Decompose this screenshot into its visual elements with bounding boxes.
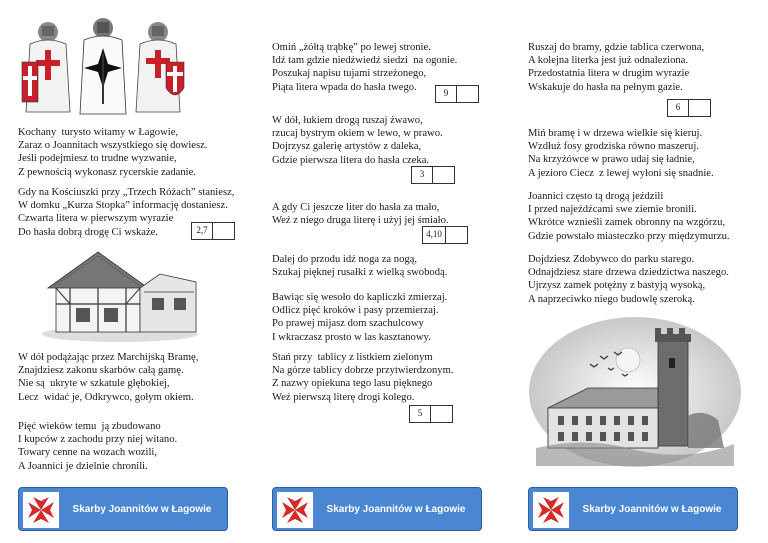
column-1 xyxy=(0,0,256,543)
banner-title: Skarby Joannitów w Łagowie xyxy=(582,504,722,515)
box-number: 2,7 xyxy=(192,223,213,239)
maltese-cross-icon xyxy=(533,492,569,528)
stanza-welcome: Kochany turysto witamy w Łagowie, Zaraz o Joannitach wszystkiego się dowiesz. Jeśli podejmiesz to trudne wyzwanie, Z pewnością wykonasz rycerskie zadanie. xyxy=(18,127,208,178)
title-banner xyxy=(528,487,738,531)
banner-title: Skarby Joannitów w Łagowie xyxy=(326,504,466,515)
answer-box[interactable] xyxy=(191,222,235,240)
maltese-cross-icon xyxy=(23,492,59,528)
banner-title: Skarby Joannitów w Łagowie xyxy=(72,504,212,515)
box-number: 5 xyxy=(410,406,431,422)
timber-house-illustration xyxy=(40,248,200,344)
stanza-rusalka: Dalej do przodu idź noga za nogą, Szukaj pięknej rusałki z wielką swobodą. xyxy=(272,254,448,279)
answer-box[interactable] xyxy=(435,85,479,103)
title-banner xyxy=(272,487,482,531)
stanza-joannici: Joannici często tą drogą jeździli I przed najeźdźcami swe ziemie bronili. Wkrótce wznieśli zamek obronny na wzgórzu, Gdzie powstało miasteczko przy międzymurzu. xyxy=(528,191,730,242)
knights-illustration xyxy=(18,14,188,122)
title-banner xyxy=(18,487,228,531)
box-number: 3 xyxy=(412,167,433,183)
stanza-marchijska-brama: W dół podążając przez Marchijską Bramę, Znajdziesz zakonu skarbów całą gamę. Nie są ukryte w szkatule głębokiej, Lecz widać je, Odkrywco, gołym okiem. xyxy=(18,352,199,403)
box-number: 9 xyxy=(436,86,457,102)
castle-illustration xyxy=(528,316,742,468)
box-number: 4,10 xyxy=(423,227,446,243)
stanza-listek-zielony: Stań przy tablicy z listkiem zielonym Na górze tablicy dobrze przytwierdzonym. Z nazwy opiekuna tego lasu pięknego Weź pierwszą literę drogi kolego. xyxy=(272,352,454,403)
stanza-zolta-trabka: Omiń „żółtą trąbkę” po lewej stronie. Idź tam gdzie niedźwiedź siedzi na ogonie. Poszukaj napisu tujami strzeżonego, Piąta litera wpada do hasła twego. xyxy=(272,42,458,93)
answer-box[interactable] xyxy=(422,226,468,244)
stanza-galeria: W dół, łukiem drogą ruszaj żwawo, rzucaj bystrym okiem w lewo, w prawo. Dojrzysz galerię artystów z daleka, Gdzie pierwsza litera do hasła czeka. xyxy=(272,115,443,166)
stanza-fosa: Miń bramę i w drzewa wielkie się kieruj. Wzdłuż fosy grodziska równo maszeruj. Na krzyżówce w prawo udaj się ładnie, A jezioro Ciecz z lewej wyłoni się snadnie. xyxy=(528,128,714,179)
answer-box[interactable] xyxy=(667,99,711,117)
stanza-piec-wiekow: Pięć wieków temu ją zbudowano I kupców z zachodu przy niej witano. Towary cenne na wozach wozili, A Joannici je dzielnie chronili. xyxy=(18,421,178,472)
maltese-cross-icon xyxy=(277,492,313,528)
stanza-druga-litera: A gdy Ci jeszcze liter do hasła za mało, Weź z niego druga literę i użyj jej śmiało. xyxy=(272,202,449,227)
column-2 xyxy=(256,0,512,543)
stanza-trzech-roz: Gdy na Kościuszki przy „Trzech Różach” staniesz, W domku „Kurza Stopka” informację dostaniesz. Czwarta litera w pierwszym wyrazie Do hasła dobrą drogę Ci wskaże. xyxy=(18,187,235,238)
box-number: 6 xyxy=(668,100,689,116)
answer-box[interactable] xyxy=(411,166,455,184)
stanza-park: Dojdziesz Zdobywco do parku starego. Odnajdziesz stare drzewa dziedzictwa naszego. Ujrzysz zamek potężny z bastyją wysoką, A naprzeciwko niego budowlę szeroką. xyxy=(528,254,729,305)
stanza-kapliczka: Bawiąc się wesoło do kapliczki zmierzaj. Odlicz pięć kroków i pasy przemierzaj. Po prawej mijasz dom szachulcowy I wkraczasz prosto w las kasztanowy. xyxy=(272,292,448,343)
answer-box[interactable] xyxy=(409,405,453,423)
column-3 xyxy=(512,0,768,543)
stanza-brama: Ruszaj do bramy, gdzie tablica czerwona, A kolejna literka jest już odnaleziona. Przedostatnia litera w drugim wyrazie Wskakuje do hasła na pełnym gazie. xyxy=(528,42,705,93)
